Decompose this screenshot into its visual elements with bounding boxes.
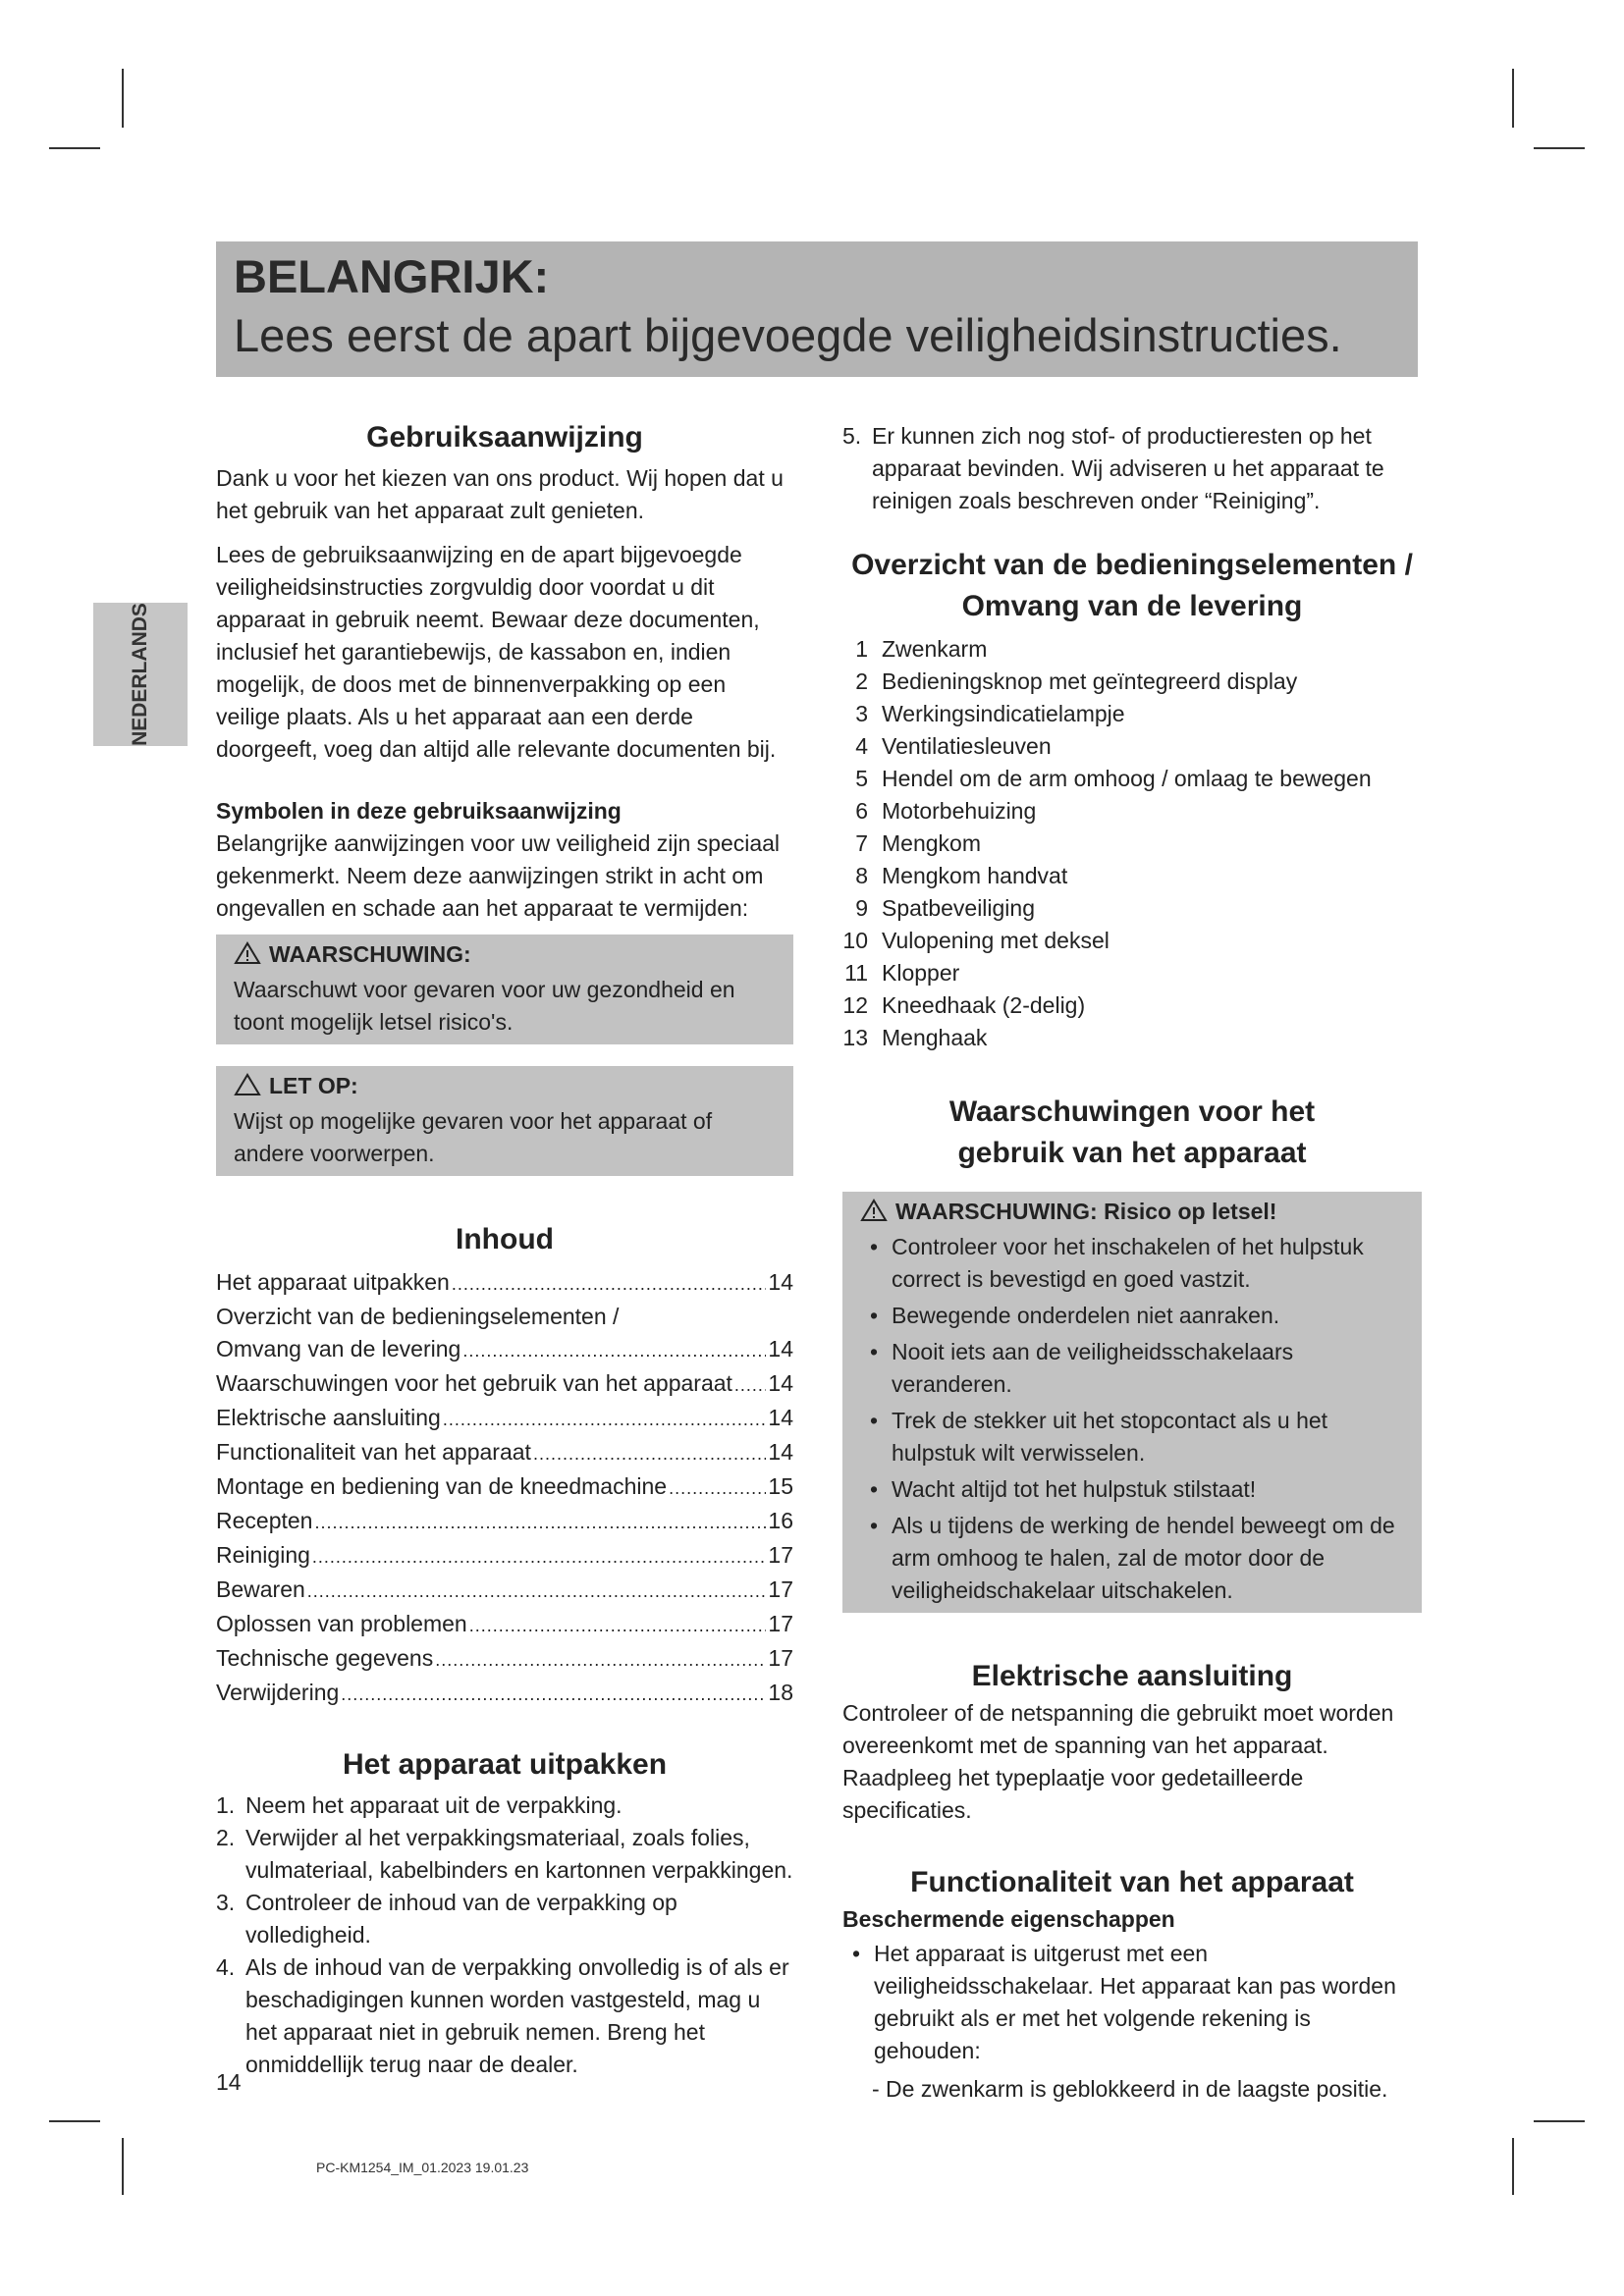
language-tab [93, 603, 188, 746]
crop-mark [122, 69, 124, 128]
warning-box [216, 934, 793, 1044]
caution-box [216, 1066, 793, 1176]
warning-triangle-icon [860, 1199, 888, 1231]
list-item: 11 Klopper [844, 960, 960, 986]
list-item: • Controleer voor het inschakelen of het hulpstuk correct is bevestigd en goed vastzit. [860, 1231, 1410, 1296]
toc-row[interactable]: Reiniging ..... 17 [216, 1539, 793, 1574]
toc-heading: Inhoud [456, 1223, 554, 1255]
banner-title: BELANGRIJK: [234, 250, 550, 302]
list-item: 3. Controleer de inhoud van de verpakking op volledigheid. [216, 1890, 677, 1948]
table-of-contents [216, 1266, 793, 1711]
list-item: 3 Werkingsindicatielampje [855, 701, 1125, 726]
toc-row[interactable]: Waarschuwingen voor het gebruik van het apparaat ..... 14 [216, 1367, 793, 1402]
toc-row[interactable]: Het apparaat uitpakken ..... 14 [216, 1266, 793, 1301]
crop-mark [49, 147, 100, 149]
toc-row[interactable]: Bewaren ..... 17 [216, 1574, 793, 1608]
intro-paragraph-1: Dank u voor het kiezen van ons product. Wij hopen dat u het gebruik van het apparaat zult genieten. [216, 465, 784, 523]
unpack-steps-continued [842, 420, 1422, 517]
list-item: • Nooit iets aan de veiligheidsschakelaars veranderen. [860, 1336, 1410, 1401]
toc-row[interactable]: Omvang van de levering ..... 14 [216, 1333, 793, 1367]
list-item: • Het apparaat is uitgerust met een veiligheidsschakelaar. Het apparaat kan pas worden gebruikt als er met het volgende rekening is gehouden: [842, 1938, 1422, 2067]
toc-row[interactable]: Montage en bediening van de kneedmachine ..... 15 [216, 1470, 793, 1505]
list-item: 10 Vulopening met deksel [842, 928, 1110, 953]
toc-row[interactable]: Elektrische aansluiting ..... 14 [216, 1402, 793, 1436]
list-item: 12 Kneedhaak (2-delig) [842, 992, 1086, 1018]
list-item: 7 Mengkom [855, 830, 981, 856]
list-item: 4 Ventilatiesleuven [855, 733, 1052, 759]
unpack-steps [216, 1789, 793, 2081]
footer-code: PC-KM1254_IM_01.2023 19.01.23 [316, 2160, 529, 2175]
injury-warning-box [842, 1192, 1422, 1613]
crop-mark [49, 2120, 100, 2122]
important-banner [216, 241, 1418, 377]
warnings-list [860, 1231, 1410, 1607]
list-item: 6 Motorbehuizing [855, 798, 1037, 824]
warning-title: WAARSCHUWING: [269, 941, 471, 967]
language-tab-label: NEDERLANDS [129, 603, 151, 746]
toc-row[interactable]: Recepten ..... 16 [216, 1505, 793, 1539]
list-item: 2. Verwijder al het verpakkingsmateriaal, zoals folies, vulmateriaal, kabelbinders en kartonnen verpakkingen. [216, 1825, 793, 1883]
toc-row[interactable]: Functionaliteit van het apparaat ..... 14 [216, 1436, 793, 1470]
manual-heading: Gebruiksaanwijzing [366, 421, 643, 454]
crop-mark [1534, 147, 1585, 149]
list-item: 5. Er kunnen zich nog stof- of productieresten op het apparaat bevinden. Wij adviseren u het apparaat te reinigen zoals beschreven onder “Reiniging”. [842, 423, 1384, 513]
list-item: 13 Menghaak [842, 1025, 988, 1050]
list-item: • Bewegende onderdelen niet aanraken. [860, 1300, 1410, 1332]
overview-heading: Overzicht van de bedieningselementen / Omvang van de levering [851, 549, 1413, 622]
injury-warning-title: WAARSCHUWING: Risico op letsel! [895, 1199, 1277, 1224]
list-item: • Als u tijdens de werking de hendel beweegt om de arm omhoog te halen, zal de motor door de veiligheidschakelaar uitschakelen. [860, 1510, 1410, 1607]
electric-heading: Elektrische aansluiting [971, 1660, 1293, 1692]
intro-paragraph-2: Lees de gebruiksaanwijzing en de apart bijgevoegde veiligheidsinstructies zorgvuldig door voordat u dit apparaat in gebruik neemt. Bewaar deze documenten, inclusief het garantiebewijs, de kassabon en, indien mogelijk, de doos met de binnenverpakking op een veilige plaats. Als u het apparaat aan een derde doorgeeft, voeg dan altijd alle relevante documenten bij. [216, 542, 777, 762]
left-column [216, 417, 793, 2081]
list-item: 5 Hendel om de arm omhoog / omlaag te bewegen [855, 766, 1372, 791]
list-item: • Trek de stekker uit het stopcontact als u het hulpstuk wilt verwisselen. [860, 1405, 1410, 1469]
warnings-heading: Waarschuwingen voor het gebruik van het apparaat [948, 1095, 1316, 1169]
parts-list [842, 633, 1422, 1054]
banner-subtitle: Lees eerst de apart bijgevoegde veiligheidsinstructies. [234, 309, 1342, 361]
crop-mark [1512, 2138, 1514, 2195]
toc-row[interactable]: Overzicht van de bedieningselementen / [216, 1304, 620, 1329]
crop-mark [122, 2138, 124, 2195]
warning-text: Waarschuwt voor gevaren voor uw gezondheid en toont mogelijk letsel risico's. [234, 977, 735, 1035]
unpack-heading: Het apparaat uitpakken [342, 1748, 668, 1781]
function-heading: Functionaliteit van het apparaat [910, 1866, 1354, 1898]
list-item: 4. Als de inhoud van de verpakking onvolledig is of als er beschadigingen kunnen worden vastgesteld, mag u het apparaat niet in gebruik nemen. Breng het onmiddellijk terug naar de dealer. [216, 1954, 789, 2077]
toc-row[interactable]: Technische gegevens ..... 17 [216, 1642, 793, 1677]
function-dash-item: - De zwenkarm is geblokkeerd in de laagste positie. [872, 2076, 1388, 2102]
list-item: 9 Spatbeveiliging [855, 895, 1036, 921]
symbols-text: Belangrijke aanwijzingen voor uw veiligheid zijn speciaal gekenmerkt. Neem deze aanwijzingen strikt in acht om ongevallen en schade aan het apparaat te vermijden: [216, 830, 781, 921]
electric-text: Controleer of de netspanning die gebruikt moet worden overeenkomt met de spanning van het apparaat. Raadpleeg het typeplaatje voor gedetailleerde specificaties. [842, 1700, 1394, 1823]
caution-text: Wijst op mogelijke gevaren voor het apparaat of andere voorwerpen. [234, 1108, 713, 1166]
list-item: 1 Zwenkarm [855, 636, 988, 662]
list-item: • Wacht altijd tot het hulpstuk stilstaat! [860, 1473, 1410, 1506]
list-item: 1. Neem het apparaat uit de verpakking. [216, 1792, 623, 1818]
crop-mark [1512, 69, 1514, 128]
caution-title: LET OP: [269, 1073, 358, 1098]
toc-row[interactable]: Oplossen van problemen ..... 17 [216, 1608, 793, 1642]
list-item: 8 Mengkom handvat [855, 863, 1068, 888]
protection-subheading: Beschermende eigenschappen [842, 1906, 1175, 1932]
symbols-heading: Symbolen in deze gebruiksaanwijzing [216, 798, 622, 824]
page-number: 14 [216, 2069, 242, 2095]
crop-mark [1534, 2120, 1585, 2122]
list-item: 2 Bedieningsknop met geïntegreerd display [855, 668, 1298, 694]
warning-triangle-icon [234, 941, 261, 974]
caution-triangle-icon [234, 1073, 261, 1105]
right-column [842, 420, 1422, 2106]
toc-row[interactable]: Verwijdering ..... 18 [216, 1677, 793, 1711]
function-list [842, 1938, 1422, 2067]
